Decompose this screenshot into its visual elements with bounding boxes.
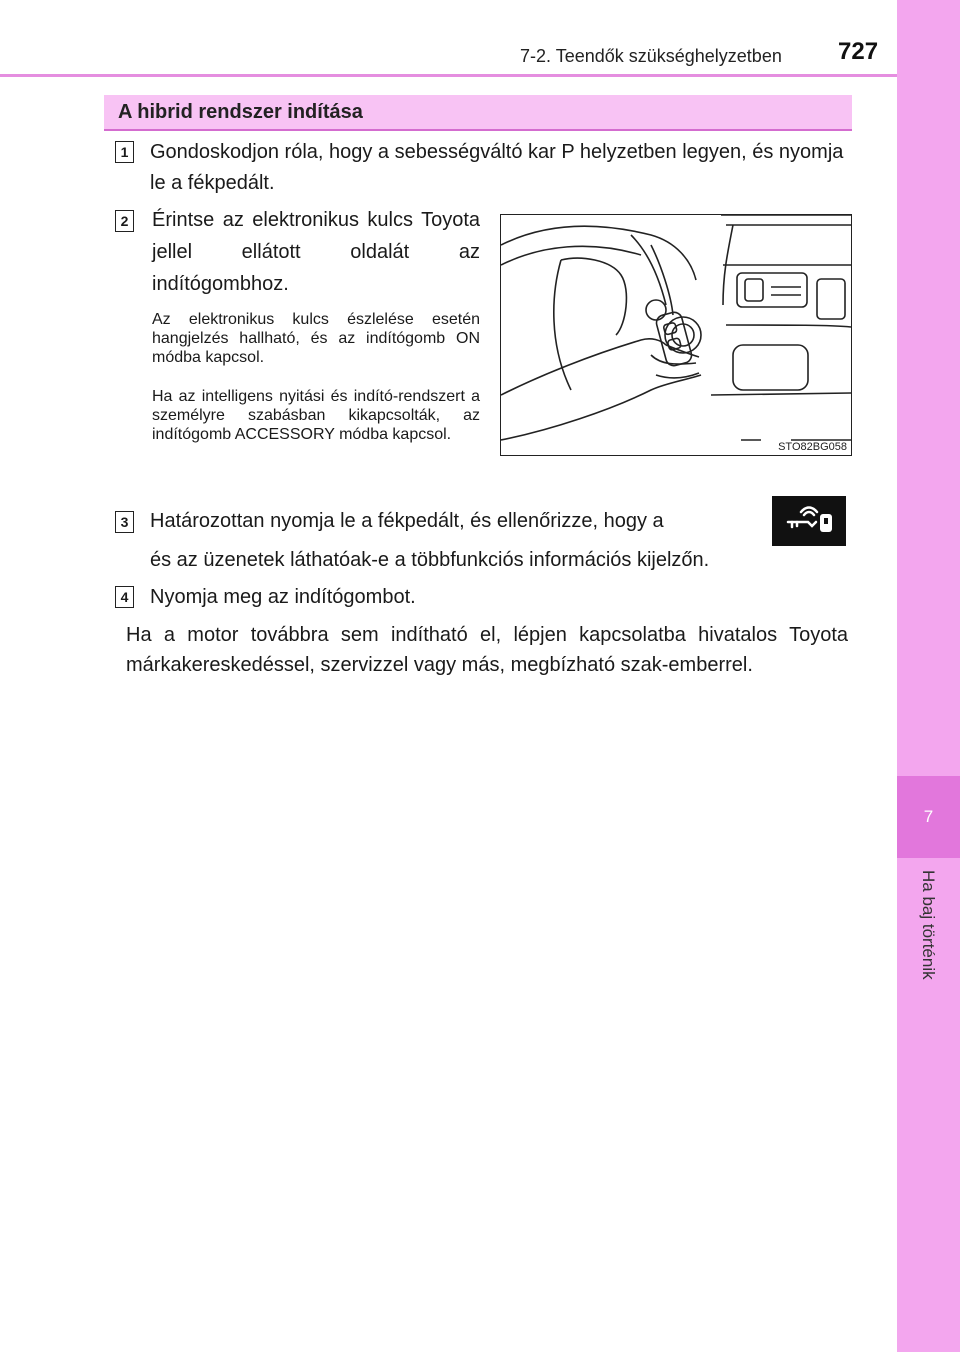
step-2-note-2: Ha az intelligens nyitási és indító-rendszert a személyre szabásban kikapcsolták, az indítógomb ACCESSORY módba kapcsol.: [152, 388, 480, 443]
key-touch-illustration: [500, 214, 852, 456]
step-number-3: 3: [115, 511, 134, 533]
chapter-number: 7: [923, 807, 934, 826]
illustration-drawing: [501, 215, 851, 455]
step-2-note-1: Az elektronikus kulcs észlelése esetén hangjelzés hallható, és az indítógomb ON módba kapcsol.: [152, 311, 480, 366]
header-rule: [0, 74, 897, 77]
step-3-text-line2: és az üzenetek láthatóak-e a többfunkciós információs kijelzőn.: [150, 549, 710, 571]
key-indicator-glyph: [782, 506, 836, 536]
step-1-text: Gondoskodjon róla, hogy a sebességváltó kar P helyzetben legyen, és nyomja le a fékpedált.: [150, 141, 844, 194]
step-3-text-line1: Határozottan nyomja le a fékpedált, és ellenőrizze, hogy a: [150, 510, 664, 532]
step-number-2: 2: [115, 210, 134, 232]
step-2-text: Érintse az elektronikus kulcs Toyota jellel ellátott oldalát az indítógombhoz.: [152, 209, 480, 295]
step-number-1: 1: [115, 141, 134, 163]
step-4-text: Nyomja meg az indítógombot.: [150, 586, 416, 608]
section-heading: [104, 95, 852, 131]
step-number-4: 4: [115, 586, 134, 608]
closing-paragraph: Ha a motor továbbra sem indítható el, lépjen kapcsolatba hivatalos Toyota márkakereskedéssel, szervizzel vagy más, megbízható szak-emberrel.: [126, 624, 848, 676]
side-tab: [897, 0, 960, 1352]
chapter-label: Ha baj történik: [919, 870, 938, 980]
smart-key-indicator-icon: [772, 496, 846, 546]
illustration-code: STO82BG058: [778, 441, 847, 453]
section-title: A hibrid rendszer indítása: [118, 101, 363, 123]
section-ref: 7-2. Teendők szükséghelyzetben: [520, 46, 782, 66]
page-number: 727: [838, 38, 879, 65]
